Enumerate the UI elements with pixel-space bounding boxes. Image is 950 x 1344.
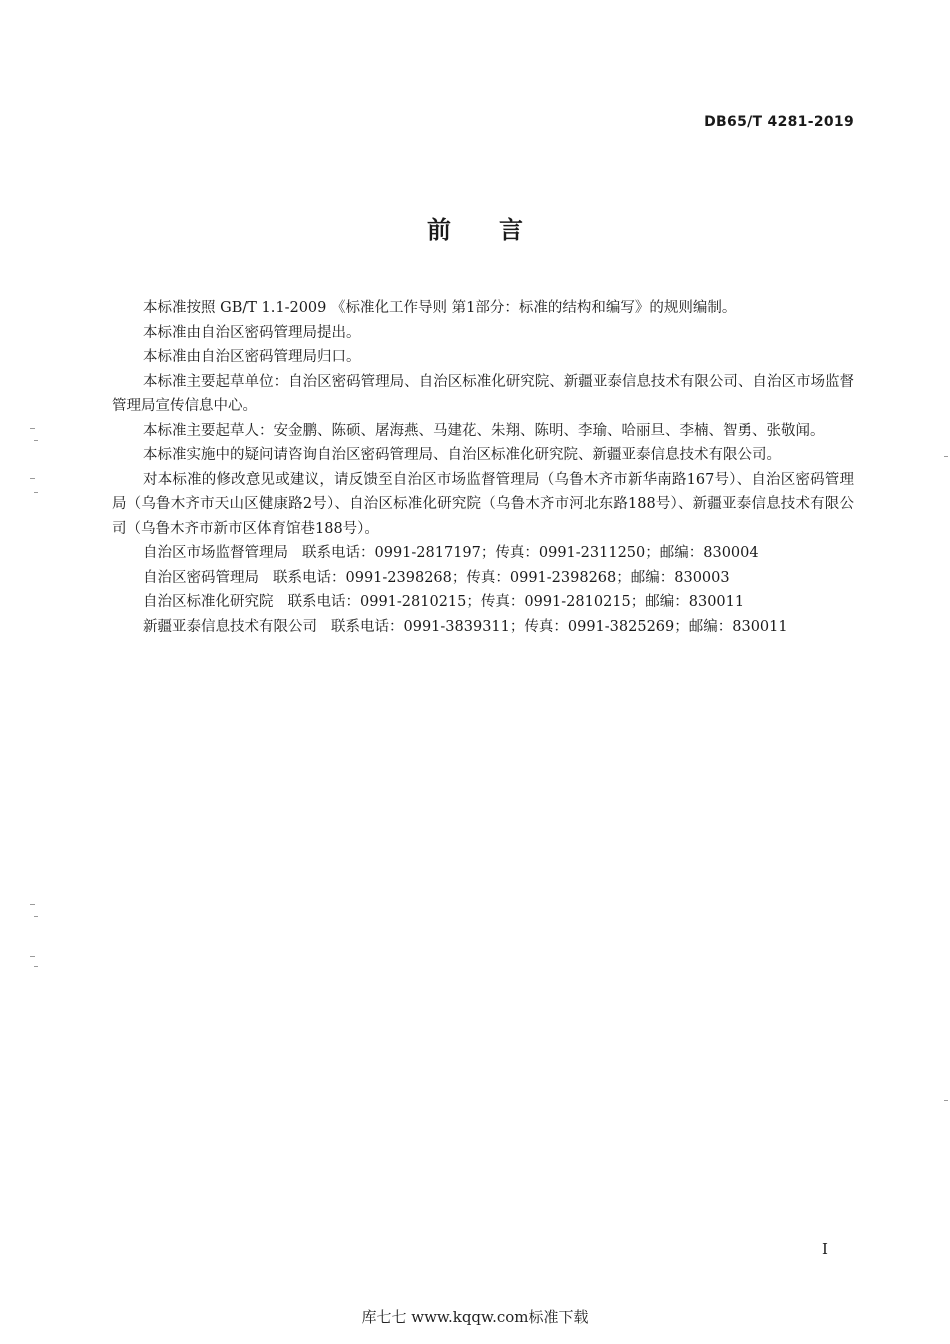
paragraph-drafting-rules: 本标准按照 GB/T 1.1-2009 《标准化工作导则 第1部分：标准的结构和编写》的规则编制。: [143, 300, 737, 316]
paragraph-drafting-units: 本标准主要起草单位：自治区密码管理局、自治区标准化研究院、新疆亚泰信息技术有限公司、自治区市场监督管理局宣传信息中心。: [112, 373, 854, 414]
contact-org: 自治区标准化研究院: [143, 594, 274, 610]
footer-watermark: 库七七 www.kqqw.com标准下载: [361, 1308, 589, 1326]
page-title: 前言: [427, 216, 571, 244]
scan-mark: [30, 478, 35, 479]
page-number: I: [822, 1240, 828, 1258]
scan-mark: [944, 1100, 948, 1101]
paragraph-feedback: 对本标准的修改意见或建议，请反馈至自治区市场监督管理局（乌鲁木齐市新华南路167号）、自治区密码管理局（乌鲁木齐市天山区健康路2号）、自治区标准化研究院（乌鲁木齐市河北东路188号）、新疆亚泰信息技术有限公司（乌鲁木齐市新市区体育馆巷188号）。: [112, 471, 854, 537]
scan-mark: [30, 956, 35, 957]
contact-org: 自治区市场监督管理局: [143, 545, 288, 561]
scan-mark: [34, 966, 38, 967]
paragraph-drafters: 本标准主要起草人：安金鹏、陈硕、屠海燕、马建花、朱翔、陈明、李瑜、哈丽旦、李楠、智勇、张敬闻。: [143, 422, 825, 439]
contact-line: [112, 541, 854, 566]
contact-line: [112, 590, 854, 615]
contact-details: 联系电话：0991-2817197；传真：0991-2311250；邮编：830004: [302, 545, 759, 561]
contact-details: 联系电话：0991-2398268；传真：0991-2398268；邮编：830003: [273, 569, 730, 586]
paragraph-administered-by: 本标准由自治区密码管理局归口。: [143, 349, 361, 365]
contact-org: 新疆亚泰信息技术有限公司: [143, 618, 317, 635]
contact-details: 联系电话：0991-2810215；传真：0991-2810215；邮编：830011: [287, 594, 745, 610]
scan-mark: [944, 456, 948, 457]
scan-mark: [30, 428, 35, 429]
paragraph-proposed-by: 本标准由自治区密码管理局提出。: [143, 324, 361, 341]
contact-line: [112, 615, 854, 640]
scan-mark: [30, 904, 35, 905]
scan-mark: [34, 916, 38, 917]
scan-mark: [34, 440, 38, 441]
paragraph-inquiries: 本标准实施中的疑问请咨询自治区密码管理局、自治区标准化研究院、新疆亚泰信息技术有限公司。: [143, 447, 781, 463]
contact-details: 联系电话：0991-3839311；传真：0991-3825269；邮编：830011: [331, 618, 788, 635]
document-code: DB65/T 4281-2019: [704, 114, 854, 130]
foreword-body: [112, 296, 854, 639]
scan-mark: [34, 492, 38, 493]
contact-org: 自治区密码管理局: [143, 569, 259, 586]
contact-line: [112, 566, 854, 591]
